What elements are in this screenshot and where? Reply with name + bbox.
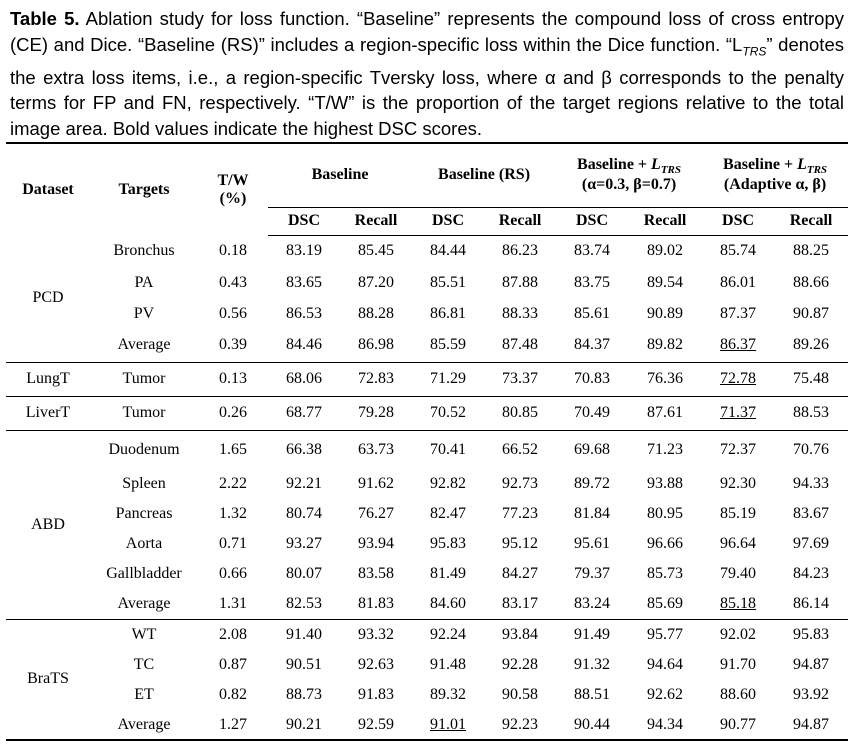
dsc-cell: 83.75 bbox=[574, 273, 611, 291]
dsc-cell: 66.38 bbox=[268, 430, 340, 469]
header-ltrs-adapt-params: (Adaptive α, β) bbox=[723, 176, 827, 194]
recall-cell: 90.89 bbox=[647, 304, 684, 322]
recall-cell: 70.76 bbox=[774, 430, 848, 469]
recall-cell: 94.64 bbox=[647, 656, 684, 673]
target-cell: Average bbox=[117, 594, 171, 612]
header-baseline-rs: Baseline (RS) bbox=[412, 143, 556, 207]
table-row bbox=[6, 499, 848, 529]
recall-cell: 89.54 bbox=[647, 273, 684, 291]
recall-cell: 87.48 bbox=[502, 336, 539, 354]
recall-cell: 85.45 bbox=[358, 242, 394, 260]
dsc-cell: 83.65 bbox=[286, 273, 322, 291]
recall-cell: 95.83 bbox=[774, 619, 848, 650]
tw-cell: 2.22 bbox=[219, 475, 247, 492]
dsc-cell: 82.53 bbox=[286, 594, 322, 612]
dsc-cell: 71.29 bbox=[412, 362, 484, 396]
dsc-cell: 68.77 bbox=[268, 396, 340, 430]
dataset-cell: LiverT bbox=[6, 396, 90, 430]
tw-cell: 0.39 bbox=[219, 336, 247, 354]
header-targets: Targets bbox=[90, 143, 198, 235]
dsc-cell: 88.60 bbox=[720, 686, 757, 703]
target-cell: Pancreas bbox=[115, 505, 173, 522]
dsc-cell: 84.46 bbox=[286, 336, 322, 354]
dataset-cell: PCD bbox=[32, 289, 64, 307]
recall-cell: 83.67 bbox=[793, 505, 830, 522]
dataset-cell: LungT bbox=[6, 362, 90, 396]
subheader-recall: Recall bbox=[628, 207, 702, 235]
dsc-cell: 85.61 bbox=[574, 304, 611, 322]
recall-cell: 90.87 bbox=[793, 304, 830, 322]
dsc-cell: 85.59 bbox=[430, 336, 467, 354]
dsc-cell: 81.84 bbox=[574, 505, 611, 522]
recall-cell: 83.17 bbox=[502, 594, 539, 612]
dsc-cell: 83.19 bbox=[286, 242, 322, 260]
header-row-1 bbox=[6, 143, 848, 207]
tw-cell: 1.32 bbox=[219, 505, 247, 522]
recall-cell: 84.27 bbox=[502, 565, 539, 582]
table-row bbox=[6, 589, 848, 619]
recall-cell: 63.73 bbox=[340, 430, 412, 469]
dsc-cell: 85.18 bbox=[720, 594, 757, 612]
table-row bbox=[6, 329, 848, 362]
subheader-dsc: DSC bbox=[412, 207, 484, 235]
dsc-cell: 88.51 bbox=[574, 686, 611, 703]
dsc-cell: 83.74 bbox=[574, 242, 611, 260]
recall-cell: 83.58 bbox=[358, 565, 394, 582]
table-caption bbox=[10, 6, 844, 141]
dsc-cell: 92.82 bbox=[430, 475, 467, 492]
target-cell: Average bbox=[90, 710, 198, 740]
header-dataset: Dataset bbox=[6, 143, 90, 235]
target-cell: Tumor bbox=[90, 396, 198, 430]
table-row bbox=[6, 650, 848, 680]
dsc-cell: 84.60 bbox=[430, 594, 467, 612]
target-cell: Average bbox=[117, 336, 171, 354]
recall-cell: 92.73 bbox=[502, 475, 539, 492]
dsc-cell: 91.49 bbox=[556, 619, 628, 650]
recall-cell: 73.37 bbox=[484, 362, 556, 396]
header-ltrs-fixed bbox=[556, 143, 702, 207]
dsc-cell: 93.27 bbox=[286, 535, 322, 552]
tw-cell: 0.71 bbox=[219, 535, 247, 552]
recall-cell: 93.94 bbox=[358, 535, 394, 552]
recall-cell: 75.48 bbox=[774, 362, 848, 396]
target-cell: Aorta bbox=[125, 535, 163, 552]
recall-cell: 94.87 bbox=[774, 710, 848, 740]
recall-cell: 93.32 bbox=[340, 619, 412, 650]
recall-cell: 85.73 bbox=[647, 565, 684, 582]
target-cell: WT bbox=[90, 619, 198, 650]
dsc-cell: 70.41 bbox=[412, 430, 484, 469]
dsc-cell: 92.24 bbox=[412, 619, 484, 650]
recall-cell: 81.83 bbox=[358, 594, 394, 612]
dsc-cell: 91.01 bbox=[412, 710, 484, 740]
table-row bbox=[6, 362, 848, 396]
dsc-cell: 83.24 bbox=[574, 594, 611, 612]
dsc-cell: 91.70 bbox=[720, 656, 757, 673]
dsc-cell: 84.44 bbox=[430, 242, 467, 260]
header-tw bbox=[198, 143, 268, 235]
caption-label: Table 5. bbox=[10, 8, 80, 29]
dsc-cell: 80.74 bbox=[286, 505, 322, 522]
tw-cell: 0.82 bbox=[219, 686, 247, 703]
recall-cell: 80.85 bbox=[484, 396, 556, 430]
dsc-cell: 84.37 bbox=[574, 336, 611, 354]
subheader-dsc: DSC bbox=[556, 207, 628, 235]
tw-cell: 1.31 bbox=[219, 594, 247, 612]
table-row bbox=[6, 298, 848, 329]
dsc-cell: 70.52 bbox=[412, 396, 484, 430]
dsc-cell: 85.19 bbox=[720, 505, 757, 522]
tw-cell: 1.27 bbox=[198, 710, 268, 740]
dsc-cell: 85.51 bbox=[430, 273, 467, 291]
header-tw-label: T/W bbox=[217, 171, 249, 189]
dsc-cell: 79.37 bbox=[574, 565, 611, 582]
recall-cell: 77.23 bbox=[502, 505, 539, 522]
header-ltrs-fixed-prefix: Baseline + bbox=[577, 156, 652, 174]
header-tw-unit: (%) bbox=[219, 189, 247, 207]
header-ltrs-adapt-sub: TRS bbox=[806, 164, 828, 177]
recall-cell: 96.66 bbox=[647, 535, 684, 552]
recall-cell: 85.69 bbox=[647, 594, 684, 612]
tw-cell: 0.66 bbox=[219, 565, 247, 582]
dsc-cell: 80.07 bbox=[286, 565, 322, 582]
tw-cell: 0.56 bbox=[219, 304, 247, 322]
tw-cell: 0.13 bbox=[198, 362, 268, 396]
subheader-recall: Recall bbox=[484, 207, 556, 235]
tw-cell: 0.18 bbox=[219, 242, 247, 259]
recall-cell: 93.84 bbox=[484, 619, 556, 650]
dataset-cell: ABD bbox=[6, 430, 90, 619]
dsc-cell: 91.40 bbox=[268, 619, 340, 650]
recall-cell: 93.88 bbox=[647, 475, 684, 492]
table-body bbox=[6, 235, 848, 740]
dsc-cell: 90.44 bbox=[556, 710, 628, 740]
table-row bbox=[6, 680, 848, 710]
recall-cell: 95.77 bbox=[628, 619, 702, 650]
target-cell: Duodenum bbox=[90, 430, 198, 469]
recall-cell: 89.82 bbox=[647, 336, 684, 354]
dsc-cell: 89.72 bbox=[574, 475, 611, 492]
subheader-recall: Recall bbox=[774, 207, 848, 235]
dsc-cell: 85.74 bbox=[720, 242, 757, 260]
dsc-cell: 86.53 bbox=[286, 304, 322, 322]
recall-cell: 86.23 bbox=[502, 242, 539, 260]
recall-cell: 87.88 bbox=[502, 273, 539, 291]
target-cell: PA bbox=[134, 273, 154, 291]
dsc-cell: 81.49 bbox=[430, 565, 467, 582]
target-cell: PV bbox=[133, 304, 155, 322]
dsc-cell: 92.02 bbox=[702, 619, 774, 650]
recall-cell: 88.28 bbox=[358, 304, 394, 322]
dsc-cell: 70.49 bbox=[556, 396, 628, 430]
recall-cell: 76.36 bbox=[628, 362, 702, 396]
table-row bbox=[6, 469, 848, 499]
recall-cell: 88.53 bbox=[774, 396, 848, 430]
header-ltrs-adapt-L: L bbox=[797, 156, 807, 174]
target-cell: Tumor bbox=[90, 362, 198, 396]
header-ltrs-fixed-params: (α=0.3, β=0.7) bbox=[581, 176, 677, 194]
caption-sub: TRS bbox=[742, 44, 767, 59]
recall-cell: 84.23 bbox=[793, 565, 830, 582]
table-row bbox=[6, 235, 848, 267]
recall-cell: 86.14 bbox=[793, 594, 830, 612]
recall-cell: 80.95 bbox=[647, 505, 684, 522]
header-ltrs-fixed-L: L bbox=[651, 156, 661, 174]
dsc-cell: 86.81 bbox=[430, 304, 467, 322]
recall-cell: 87.20 bbox=[358, 273, 394, 291]
dsc-cell: 95.83 bbox=[430, 535, 467, 552]
dsc-cell: 91.48 bbox=[430, 656, 467, 673]
header-baseline: Baseline bbox=[268, 143, 412, 207]
dsc-cell: 90.51 bbox=[286, 656, 322, 673]
recall-cell: 88.25 bbox=[793, 242, 830, 260]
table-row bbox=[6, 396, 848, 430]
table-row bbox=[6, 710, 848, 740]
recall-cell: 92.23 bbox=[484, 710, 556, 740]
recall-cell: 72.83 bbox=[340, 362, 412, 396]
dsc-cell: 89.32 bbox=[430, 686, 467, 703]
subheader-dsc: DSC bbox=[268, 207, 340, 235]
table-row bbox=[6, 267, 848, 298]
dsc-cell: 86.01 bbox=[720, 273, 757, 291]
dsc-cell: 96.64 bbox=[720, 535, 757, 552]
recall-cell: 79.28 bbox=[340, 396, 412, 430]
dsc-cell: 88.73 bbox=[286, 686, 322, 703]
recall-cell: 93.92 bbox=[793, 686, 830, 703]
table-row bbox=[6, 430, 848, 469]
dsc-cell: 79.40 bbox=[720, 565, 757, 582]
recall-cell: 86.98 bbox=[358, 336, 394, 354]
subheader-recall: Recall bbox=[340, 207, 412, 235]
recall-cell: 90.58 bbox=[502, 686, 539, 703]
recall-cell: 89.02 bbox=[647, 242, 684, 260]
target-cell: Spleen bbox=[122, 475, 166, 492]
recall-cell: 97.69 bbox=[793, 535, 830, 552]
header-ltrs-adapt-prefix: Baseline + bbox=[723, 156, 798, 174]
dsc-cell: 72.37 bbox=[702, 430, 774, 469]
recall-cell: 87.61 bbox=[628, 396, 702, 430]
recall-cell: 94.87 bbox=[793, 656, 830, 673]
dsc-cell: 92.21 bbox=[286, 475, 322, 492]
recall-cell: 91.62 bbox=[358, 475, 394, 492]
tw-cell: 0.26 bbox=[198, 396, 268, 430]
subheader-dsc: DSC bbox=[702, 207, 774, 235]
table-row bbox=[6, 619, 848, 650]
recall-cell: 94.33 bbox=[793, 475, 830, 492]
target-cell: Gallbladder bbox=[106, 565, 182, 582]
dsc-cell: 86.37 bbox=[720, 336, 757, 354]
tw-cell: 1.65 bbox=[198, 430, 268, 469]
header-ltrs-fixed-sub: TRS bbox=[660, 164, 682, 177]
dsc-cell: 91.32 bbox=[574, 656, 611, 673]
recall-cell: 76.27 bbox=[358, 505, 394, 522]
dsc-cell: 71.37 bbox=[702, 396, 774, 430]
dataset-cell: BraTS bbox=[6, 619, 90, 740]
recall-cell: 92.62 bbox=[647, 686, 684, 703]
recall-cell: 95.12 bbox=[502, 535, 539, 552]
dsc-cell: 90.77 bbox=[702, 710, 774, 740]
target-cell: TC bbox=[133, 656, 155, 673]
recall-cell: 94.34 bbox=[628, 710, 702, 740]
table-row bbox=[6, 559, 848, 589]
dsc-cell: 87.37 bbox=[720, 304, 757, 322]
caption-text-2: ” denotes the extra loss items, i.e., a region-specific Tversky loss, where α and β corresponds to the penalty terms for FP and FN, respectively. “T/W” is the proportion of the target regions relative to the total image area. Bold values indicate the highest DSC scores. bbox=[10, 33, 844, 139]
target-cell: ET bbox=[134, 686, 154, 703]
target-cell: Bronchus bbox=[113, 242, 175, 259]
dsc-cell: 70.83 bbox=[556, 362, 628, 396]
recall-cell: 88.66 bbox=[793, 273, 830, 291]
recall-cell: 66.52 bbox=[484, 430, 556, 469]
recall-cell: 92.59 bbox=[340, 710, 412, 740]
dsc-cell: 68.06 bbox=[268, 362, 340, 396]
dsc-cell: 69.68 bbox=[556, 430, 628, 469]
dsc-cell: 72.78 bbox=[702, 362, 774, 396]
dsc-cell: 90.21 bbox=[268, 710, 340, 740]
tw-cell: 0.87 bbox=[219, 656, 247, 673]
recall-cell: 91.83 bbox=[358, 686, 394, 703]
tw-cell: 0.43 bbox=[219, 273, 247, 291]
dsc-cell: 92.30 bbox=[720, 475, 757, 492]
recall-cell: 89.26 bbox=[793, 336, 830, 354]
recall-cell: 88.33 bbox=[502, 304, 539, 322]
recall-cell: 92.63 bbox=[358, 656, 394, 673]
results-table bbox=[6, 142, 848, 741]
recall-cell: 71.23 bbox=[628, 430, 702, 469]
caption-text: Ablation study for loss function. “Baseline” represents the compound loss of cross entropy (CE) and Dice. “Baseline (RS)” includes a region-specific loss within the Dice function. “L bbox=[10, 8, 845, 55]
tw-cell: 2.08 bbox=[198, 619, 268, 650]
dsc-cell: 82.47 bbox=[430, 505, 467, 522]
recall-cell: 92.28 bbox=[502, 656, 539, 673]
header-ltrs-adaptive bbox=[702, 143, 848, 207]
dsc-cell: 95.61 bbox=[574, 535, 611, 552]
table-row bbox=[6, 529, 848, 559]
